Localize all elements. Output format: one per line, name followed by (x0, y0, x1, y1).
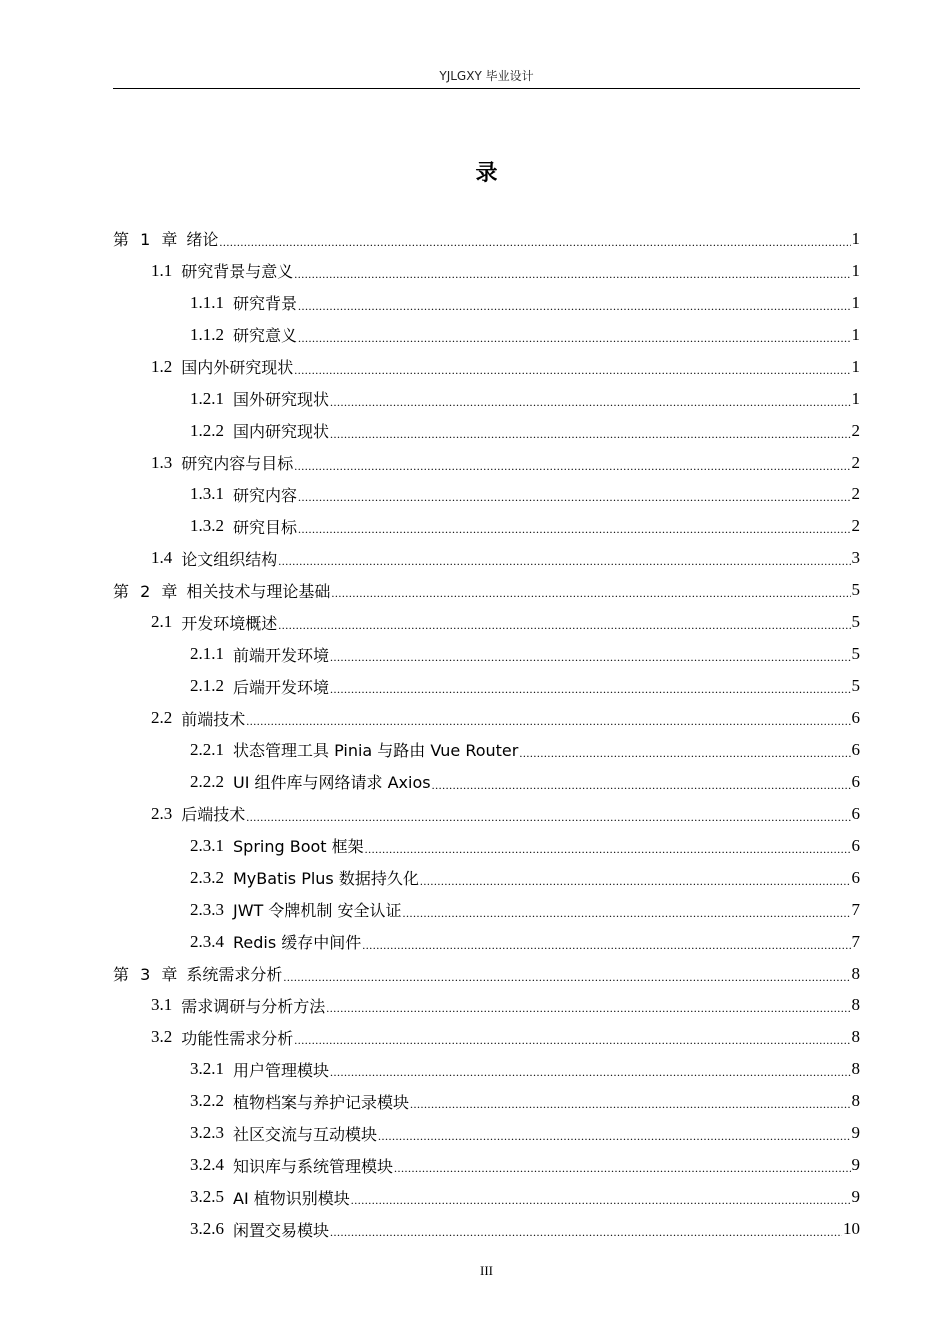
toc-entry-page: 9 (851, 1155, 860, 1175)
toc-entry-number: 3.2.5 (190, 1187, 224, 1207)
toc-entry-number: 1.2.2 (190, 420, 224, 440)
toc-dot-leader (351, 1194, 851, 1213)
toc-entry[interactable] (113, 926, 860, 958)
toc-entry-title: MyBatis Plus 数据持久化 (233, 869, 419, 889)
toc-entry-title: UI 组件库与网络请求 Axios (233, 773, 431, 793)
toc-entry[interactable] (113, 766, 860, 798)
toc-dot-leader (403, 907, 851, 926)
toc-entry[interactable] (113, 862, 860, 894)
toc-entry-number: 2.3 (151, 803, 173, 823)
toc-entry-title: 国内外研究现状 (181, 358, 294, 378)
toc-entry-page: 1 (851, 356, 860, 376)
toc-entry[interactable] (113, 479, 860, 511)
toc-entry-number: 第 2 章 (113, 581, 178, 601)
toc-entry-number: 3.2.6 (190, 1219, 224, 1239)
toc-dot-leader (365, 843, 851, 862)
toc-dot-leader (420, 875, 851, 894)
toc-entry-number: 2.3.3 (190, 899, 224, 919)
toc-entry[interactable] (113, 319, 860, 351)
toc-entry-number: 1.3.2 (190, 516, 224, 536)
toc-entry[interactable] (113, 702, 860, 734)
toc-entry[interactable] (113, 638, 860, 670)
toc-entry-title: 社区交流与互动模块 (233, 1124, 378, 1144)
toc-entry-page: 1 (851, 292, 860, 312)
toc-entry-page: 6 (851, 867, 860, 887)
toc-dot-leader (246, 715, 850, 734)
toc-entry-title: 植物档案与养护记录模块 (233, 1092, 410, 1112)
toc-entry-title: 国内研究现状 (233, 422, 330, 442)
toc-entry-title: 论文组织结构 (181, 549, 278, 569)
toc-entry-title: 研究意义 (233, 326, 298, 346)
toc-entry-number: 1.3 (151, 452, 173, 472)
toc-entry-page: 5 (851, 676, 860, 696)
toc-entry-title: 国外研究现状 (233, 390, 330, 410)
toc-entry-page: 6 (851, 708, 860, 728)
toc-entry-title: 前端技术 (181, 709, 246, 729)
toc-entry-number: 1.2.1 (190, 388, 224, 408)
toc-dot-leader (298, 491, 850, 510)
toc-entry-page: 5 (851, 612, 860, 632)
toc-entry-page: 9 (851, 1123, 860, 1143)
toc-entry-title: 系统需求分析 (186, 965, 283, 985)
toc-dot-leader (298, 523, 850, 542)
toc-entry-page: 6 (851, 803, 860, 823)
toc-entry[interactable] (113, 383, 860, 415)
toc-entry[interactable] (113, 415, 860, 447)
toc-entry[interactable] (113, 1021, 860, 1053)
toc-entry-number: 2.3.1 (190, 835, 224, 855)
toc-entry-number: 3.2.1 (190, 1059, 224, 1079)
toc-entry[interactable] (113, 606, 860, 638)
toc-entry[interactable] (113, 287, 860, 319)
toc-dot-leader (432, 779, 851, 798)
toc-dot-leader (283, 971, 850, 990)
toc-entry[interactable] (113, 1117, 860, 1149)
toc-entry-title: 研究目标 (233, 517, 298, 537)
toc-entry-page: 7 (851, 899, 860, 919)
toc-entry-page: 2 (851, 420, 860, 440)
toc-entry[interactable] (113, 447, 860, 479)
toc-entry-number: 第 3 章 (113, 965, 178, 985)
toc-entry-title: AI 植物识别模块 (233, 1188, 350, 1208)
toc-entry-title: 知识库与系统管理模块 (233, 1156, 394, 1176)
toc-entry-number: 第 1 章 (113, 230, 178, 250)
toc-entry[interactable] (113, 1149, 860, 1181)
toc-entry-number: 1.1.2 (190, 324, 224, 344)
toc-entry-number: 3.2 (151, 1027, 173, 1047)
toc-entry-number: 3.2.3 (190, 1123, 224, 1143)
toc-entry-page: 1 (851, 260, 860, 280)
toc-entry-number: 2.1.2 (190, 676, 224, 696)
toc-entry[interactable] (113, 542, 860, 574)
toc-entry[interactable] (113, 670, 860, 702)
toc-entry[interactable] (113, 510, 860, 542)
toc-entry-number: 2.3.2 (190, 867, 224, 887)
toc-entry-page: 1 (851, 324, 860, 344)
toc-entry-number: 2.2.1 (190, 739, 224, 759)
toc-entry[interactable] (113, 351, 860, 383)
toc-entry[interactable] (113, 830, 860, 862)
toc-entry-page: 2 (851, 516, 860, 536)
toc-entry-page: 6 (851, 739, 860, 759)
toc-entry[interactable] (113, 1053, 860, 1085)
toc-title: 录 (475, 161, 498, 186)
toc-entry-page: 10 (843, 1219, 860, 1239)
toc-entry-number: 1.2 (151, 356, 173, 376)
toc-entry-title: 后端技术 (181, 805, 246, 825)
toc-entry-title: 研究内容与目标 (181, 454, 294, 474)
toc-entry-title: 开发环境概述 (181, 613, 278, 633)
toc-entry-number: 3.2.4 (190, 1155, 224, 1175)
toc-entry-title: 后端开发环境 (233, 677, 330, 697)
toc-entry-page: 8 (851, 995, 860, 1015)
toc-entry-number: 1.3.1 (190, 484, 224, 504)
toc-entry-title: Spring Boot 框架 (233, 837, 364, 857)
toc-dot-leader (378, 1130, 850, 1149)
toc-dot-leader (362, 939, 850, 958)
toc-entry-number: 3.1 (151, 995, 173, 1015)
toc-entry-page: 9 (851, 1187, 860, 1207)
toc-entry-title: 闲置交易模块 (233, 1220, 330, 1240)
toc-dot-leader (294, 1034, 850, 1053)
header-text: YJLGXY 毕业设计 (439, 69, 534, 83)
toc-entry-title: 绪论 (186, 230, 219, 250)
toc-entry-number: 2.1.1 (190, 644, 224, 664)
toc-entry[interactable] (113, 798, 860, 830)
toc-entry-title: 功能性需求分析 (181, 1028, 294, 1048)
toc-dot-leader (330, 396, 850, 415)
toc-dot-leader (330, 651, 850, 670)
toc-dot-leader (219, 236, 850, 255)
toc-entry[interactable] (113, 574, 860, 606)
toc-entry-title: 需求调研与分析方法 (181, 996, 326, 1016)
toc-entry-page: 2 (851, 452, 860, 472)
toc-dot-leader (246, 811, 850, 830)
toc-entry-page: 8 (851, 1091, 860, 1111)
toc-entry-title: 前端开发环境 (233, 645, 330, 665)
toc-entry-page: 3 (851, 548, 860, 568)
toc-dot-leader (330, 683, 850, 702)
toc-dot-leader (326, 1002, 850, 1021)
toc-entry-page: 6 (851, 835, 860, 855)
toc-entry-title: 研究背景与意义 (181, 262, 294, 282)
toc-dot-leader (298, 300, 850, 319)
toc-entry-number: 2.1 (151, 612, 173, 632)
toc-entry-number: 1.4 (151, 548, 173, 568)
toc-dot-leader (331, 587, 850, 606)
toc-entry[interactable] (113, 1181, 860, 1213)
toc-entry[interactable] (113, 255, 860, 287)
toc-entry-page: 8 (851, 1027, 860, 1047)
table-of-contents (113, 223, 860, 1245)
toc-dot-leader (298, 332, 850, 351)
toc-entry-number: 3.2.2 (190, 1091, 224, 1111)
toc-entry-number: 2.3.4 (190, 931, 224, 951)
toc-dot-leader (330, 428, 850, 447)
toc-entry-title: Redis 缓存中间件 (233, 933, 362, 953)
page-header (113, 66, 860, 89)
toc-entry-page: 8 (851, 963, 860, 983)
toc-entry-number: 2.2 (151, 708, 173, 728)
toc-dot-leader (294, 460, 850, 479)
toc-entry-title: 研究内容 (233, 485, 298, 505)
toc-entry[interactable] (113, 1213, 860, 1245)
toc-entry[interactable] (113, 1085, 860, 1117)
toc-entry[interactable] (113, 734, 860, 766)
toc-dot-leader (394, 1162, 850, 1181)
toc-entry[interactable] (113, 958, 860, 990)
toc-entry-page: 6 (851, 771, 860, 791)
toc-dot-leader (330, 1066, 850, 1085)
toc-entry-page: 7 (851, 931, 860, 951)
toc-entry-page: 5 (851, 644, 860, 664)
toc-entry-title: JWT 令牌机制 安全认证 (233, 901, 402, 921)
toc-entry-title: 研究背景 (233, 294, 298, 314)
page-number: III (480, 1263, 493, 1278)
toc-dot-leader (278, 555, 850, 574)
toc-dot-leader (330, 1226, 842, 1245)
toc-dot-leader (278, 619, 850, 638)
toc-entry-page: 8 (851, 1059, 860, 1079)
toc-entry-title: 用户管理模块 (233, 1060, 330, 1080)
toc-entry[interactable] (113, 223, 860, 255)
toc-dot-leader (294, 364, 850, 383)
toc-entry-page: 5 (851, 580, 860, 600)
toc-entry-number: 1.1.1 (190, 292, 224, 312)
toc-entry-page: 1 (851, 228, 860, 248)
toc-entry[interactable] (113, 990, 860, 1022)
toc-entry[interactable] (113, 894, 860, 926)
toc-entry-title: 相关技术与理论基础 (186, 581, 331, 601)
toc-entry-page: 2 (851, 484, 860, 504)
toc-dot-leader (410, 1098, 850, 1117)
toc-entry-title: 状态管理工具 Pinia 与路由 Vue Router (233, 741, 519, 761)
toc-dot-leader (294, 268, 850, 287)
toc-entry-number: 2.2.2 (190, 771, 224, 791)
toc-entry-page: 1 (851, 388, 860, 408)
toc-entry-number: 1.1 (151, 260, 173, 280)
toc-dot-leader (519, 747, 850, 766)
page-footer (113, 1263, 860, 1279)
